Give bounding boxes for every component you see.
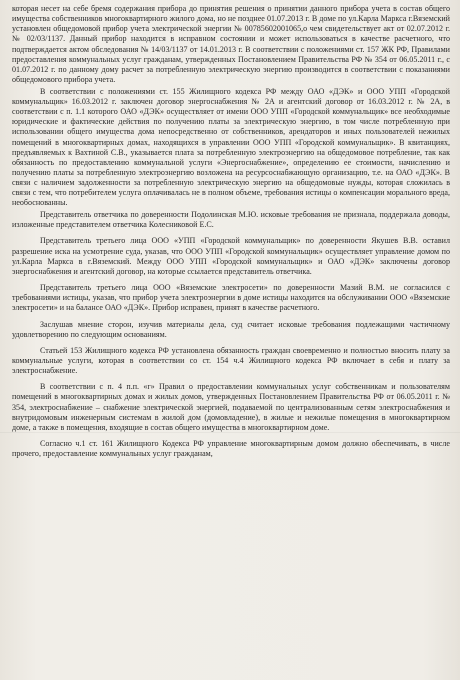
paragraph-continuation: которая несет на себе бремя содержания прибора до принятия решения о принятии данного прибора учета в состав общего имущества собственников многоквартирного жилого дома, но не позднее 01.07.2013 г. В доме по ул.Карла Маркса г.Вяземский установлен общедомовой прибор учета электрической энергии № 00785602001065,о чем свидетельствует акт от 02.07.2012 г. № 02/03/1137. Данный прибор находится в исправном состоянии и может использоваться в качестве расчетного, что подтверждается актом обследования № 14/03/1137 от 14.01.2013 г. В соответствии с положениями ст. 157 ЖК РФ, Правилами предоставления коммунальных услуг гражданам, утвержденных Постановлением Правительства РФ № 354 от 06.05.2011 г., с 01.07.2012 г. по данному дому расчет за потребленную электрическую энергию производится в соответствии с показаниями общедомового прибора учета.: [12, 4, 450, 85]
paragraph-contracts: В соответствии с положениями ст. 155 Жилищного кодекса РФ между ОАО «ДЭК» и ООО УПП «Городской коммунальщик» 16.03.2012 г. заключен договор энергоснабжения № 2А и агентский договор от 16.03.2012 г. № 2А, в соответствии с п. 1.1 которого ОАО «ДЭК» осуществляет от имени ООО УПП «Городской коммунальщик» все необходимые юридические и фактические действия по получению платы за электрическую энергию, в том числе потребленную при использовании общего имущества дома непосредственно от собственников, арендаторов и иных пользователей нежилых помещений в многоквартирных домах, находящихся в управлении ООО УПП «Городской коммунальщик». В квитанциях, предъявляемых к Вахтиной С.В., указывается плата за потребленную электроэнергию на общедомовое потребление, так как обязанность по предоставлению коммунальной услуги «Энергоснабжение», определению ее стоимости, начислению и получению платы за потребленную электроэнергию возложена на ресурсоснабжающую организацию, т.е. на ОАО «ДЭК». В связи с наличием задолженности за потребленную электрическую энергию на общедомовые нужды, которая сложилась в связи с тем, что потребителем услуга оплачивалась не в полном объеме, требования истицы о компенсации морального вреда, необоснованны.: [12, 86, 450, 208]
document-body: [12, 4, 450, 459]
paragraph-court-opinion: Заслушав мнение сторон, изучив материалы дела, суд считает исковые требования подлежащими частичному удовлетворению по следующим основаниям.: [12, 319, 450, 339]
paragraph-defendant-representative: Представитель ответчика по доверенности Подолинская М.Ю. исковые требования не признала, поддержала доводы, изложенные представителем ответчика Колесниковой Е.С.: [12, 210, 450, 230]
paragraph-third-party-electroseti: Представитель третьего лица ООО «Вяземские электросети» по доверенности Мазий В.М. не согласился с требованиями истицы, указав, что прибор учета электроэнергии в доме истицы находится на обслуживании ООО «Вяземские электросети» и на балансе ОАО «ДЭК». Прибор исправен, принят в качестве расчетного.: [12, 283, 450, 313]
paragraph-rules-354: В соответствии с п. 4 п.п. «г» Правил о предоставлении коммунальных услуг собственникам и пользователям помещений в многоквартирных домах и жилых домов, утвержденных Постановлением Правительства РФ от 06.05.2011 г. № 354, электроснабжение – снабжение электрической энергией, подаваемой по централизованным сетям электроснабжения и внутридомовым инженерным системам в жилой дом (домовладение), в жилые и нежилые помещения в многоквартирном доме, а также в помещения, входящие в состав общего имущества в многоквартирном доме.: [12, 382, 450, 432]
page-fold-line: [0, 432, 460, 433]
paragraph-article-153: Статьей 153 Жилищного кодекса РФ установлена обязанность граждан своевременно и полностью вносить плату за коммунальные услуги, которая в соответствии со ст. 154 ч.4 Жилищного кодекса РФ включает в себя и плату за электроснабжение.: [12, 345, 450, 376]
paragraph-third-party-upp: Представитель третьего лица ООО «УПП «Городской коммунальщик» по доверенности Якушев В.В. оставил разрешение иска на усмотрение суда, указав, что ООО УПП «Городской коммунальщик» осуществляет управление домом по ул.Карла Маркса в г.Вяземский. Между ООО УПП «Городской коммунальщик» и ОАО «ДЭК» заключены договор энергоснабжения и агентский договор, на которые ссылается представитель ответчика.: [12, 236, 450, 276]
paragraph-article-161: Согласно ч.1 ст. 161 Жилищного Кодекса РФ управление многоквартирным домом должно обеспечивать, в числе прочего, предоставление коммунальных услуг гражданам,: [12, 439, 450, 459]
